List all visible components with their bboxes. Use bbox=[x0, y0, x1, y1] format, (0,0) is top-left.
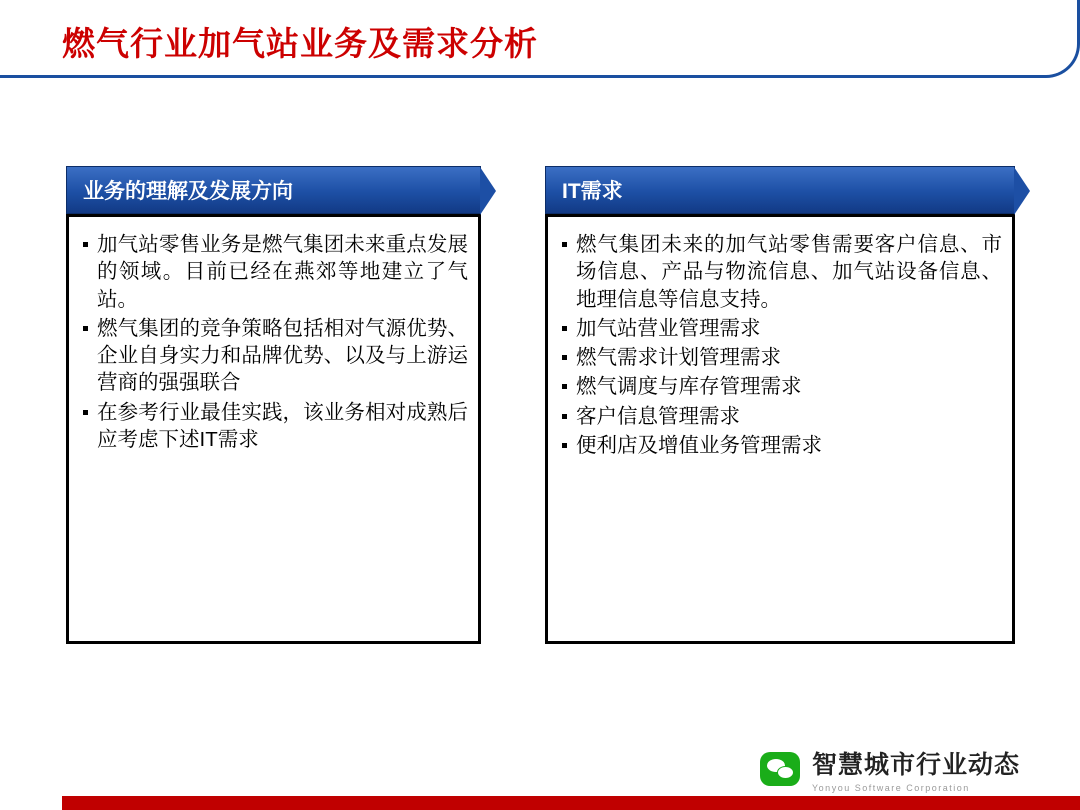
list-item: 客户信息管理需求 bbox=[560, 403, 1002, 430]
brand-text bbox=[812, 745, 1020, 793]
list-item: 燃气调度与库存管理需求 bbox=[560, 373, 1002, 400]
bottom-bar bbox=[0, 796, 1080, 810]
title-band bbox=[0, 0, 1080, 78]
column-header-left-label: 业务的理解及发展方向 bbox=[83, 180, 293, 203]
column-header-right bbox=[545, 166, 1015, 214]
list-item: 加气站营业管理需求 bbox=[560, 315, 1002, 342]
list-item: 燃气集团的竞争策略包括相对气源优势、企业自身实力和品牌优势、以及与上游运营商的强强联合 bbox=[81, 315, 468, 397]
bullet-list-left bbox=[81, 231, 468, 453]
list-item: 便利店及增值业务管理需求 bbox=[560, 432, 1002, 459]
page-title: 燃气行业加气站业务及需求分析 bbox=[62, 25, 538, 62]
column-body-left bbox=[66, 214, 481, 644]
column-business-understanding bbox=[66, 166, 481, 644]
footer-brand bbox=[760, 745, 1020, 793]
column-body-right bbox=[545, 214, 1015, 644]
wechat-icon bbox=[760, 752, 800, 786]
list-item: 燃气集团未来的加气站零售需要客户信息、市场信息、产品与物流信息、加气站设备信息、地理信息等信息支持。 bbox=[560, 231, 1002, 313]
list-item: 燃气需求计划管理需求 bbox=[560, 344, 1002, 371]
brand-subtitle: Yonyou Software Corporation bbox=[812, 783, 970, 793]
column-header-right-label: IT需求 bbox=[562, 180, 623, 203]
column-it-requirements bbox=[545, 166, 1015, 644]
bottom-bar-left-gap bbox=[0, 796, 62, 810]
list-item: 加气站零售业务是燃气集团未来重点发展的领域。目前已经在燕郊等地建立了气站。 bbox=[81, 231, 468, 313]
brand-name: 智慧城市行业动态 bbox=[812, 751, 1021, 779]
list-item: 在参考行业最佳实践，该业务相对成熟后应考虑下述IT需求 bbox=[81, 399, 468, 454]
bullet-list-right bbox=[560, 231, 1002, 459]
column-header-left bbox=[66, 166, 481, 214]
